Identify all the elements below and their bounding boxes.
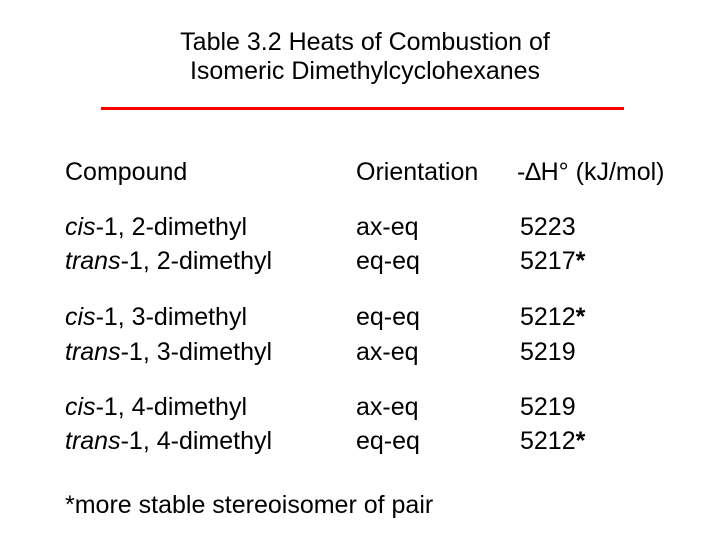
footnote: *more stable stereoisomer of pair [65,491,434,519]
stable-marker: * [575,427,586,455]
table-row-heat [520,426,585,456]
stereo-prefix: cis [65,213,96,241]
table-row-compound [65,302,247,332]
heat-value: 5217 [520,247,576,275]
stereo-prefix: trans [65,427,121,455]
compound-name: -1, 2-dimethyl [120,247,273,275]
compound-name: -1, 4-dimethyl [120,427,273,455]
stereo-prefix: cis [65,303,96,331]
header-compound: Compound [65,158,188,186]
heat-value: 5212 [520,427,576,455]
table-row-compound [65,392,247,422]
compound-name: -1, 3-dimethyl [95,303,248,331]
table-row-compound [65,426,272,456]
header-orientation: Orientation [356,158,479,186]
stereo-prefix: cis [65,393,96,421]
heat-value: 5212 [520,303,576,331]
title-divider [101,107,624,110]
table-row-compound [65,246,272,276]
table-row-orientation: eq-eq [356,247,420,275]
table-row-heat [520,302,585,332]
stereo-prefix: trans [65,338,121,366]
compound-name: -1, 4-dimethyl [95,393,248,421]
table-row-orientation: ax-eq [356,393,419,421]
header-heat-of-combustion: -∆H° (kJ/mol) [517,158,665,186]
table-row-orientation: eq-eq [356,303,420,331]
stereo-prefix: trans [65,247,121,275]
stable-marker: * [575,247,586,275]
compound-name: -1, 3-dimethyl [120,338,273,366]
table-row-orientation: ax-eq [356,338,419,366]
table-row-orientation: eq-eq [356,427,420,455]
heat-value: 5223 [520,213,576,241]
table-row-compound [65,212,247,242]
title-line-1: Table 3.2 Heats of Combustion of [180,28,550,56]
title-line-2: Isomeric Dimethylcyclohexanes [189,57,541,85]
stable-marker: * [575,303,586,331]
heat-value: 5219 [520,393,576,421]
compound-name: -1, 2-dimethyl [95,213,248,241]
table-row-heat [520,337,576,367]
table-row-compound [65,337,272,367]
heat-value: 5219 [520,338,576,366]
table-row-heat [520,392,576,422]
table-row-heat [520,212,576,242]
table-row-orientation: ax-eq [356,213,419,241]
table-row-heat [520,246,585,276]
